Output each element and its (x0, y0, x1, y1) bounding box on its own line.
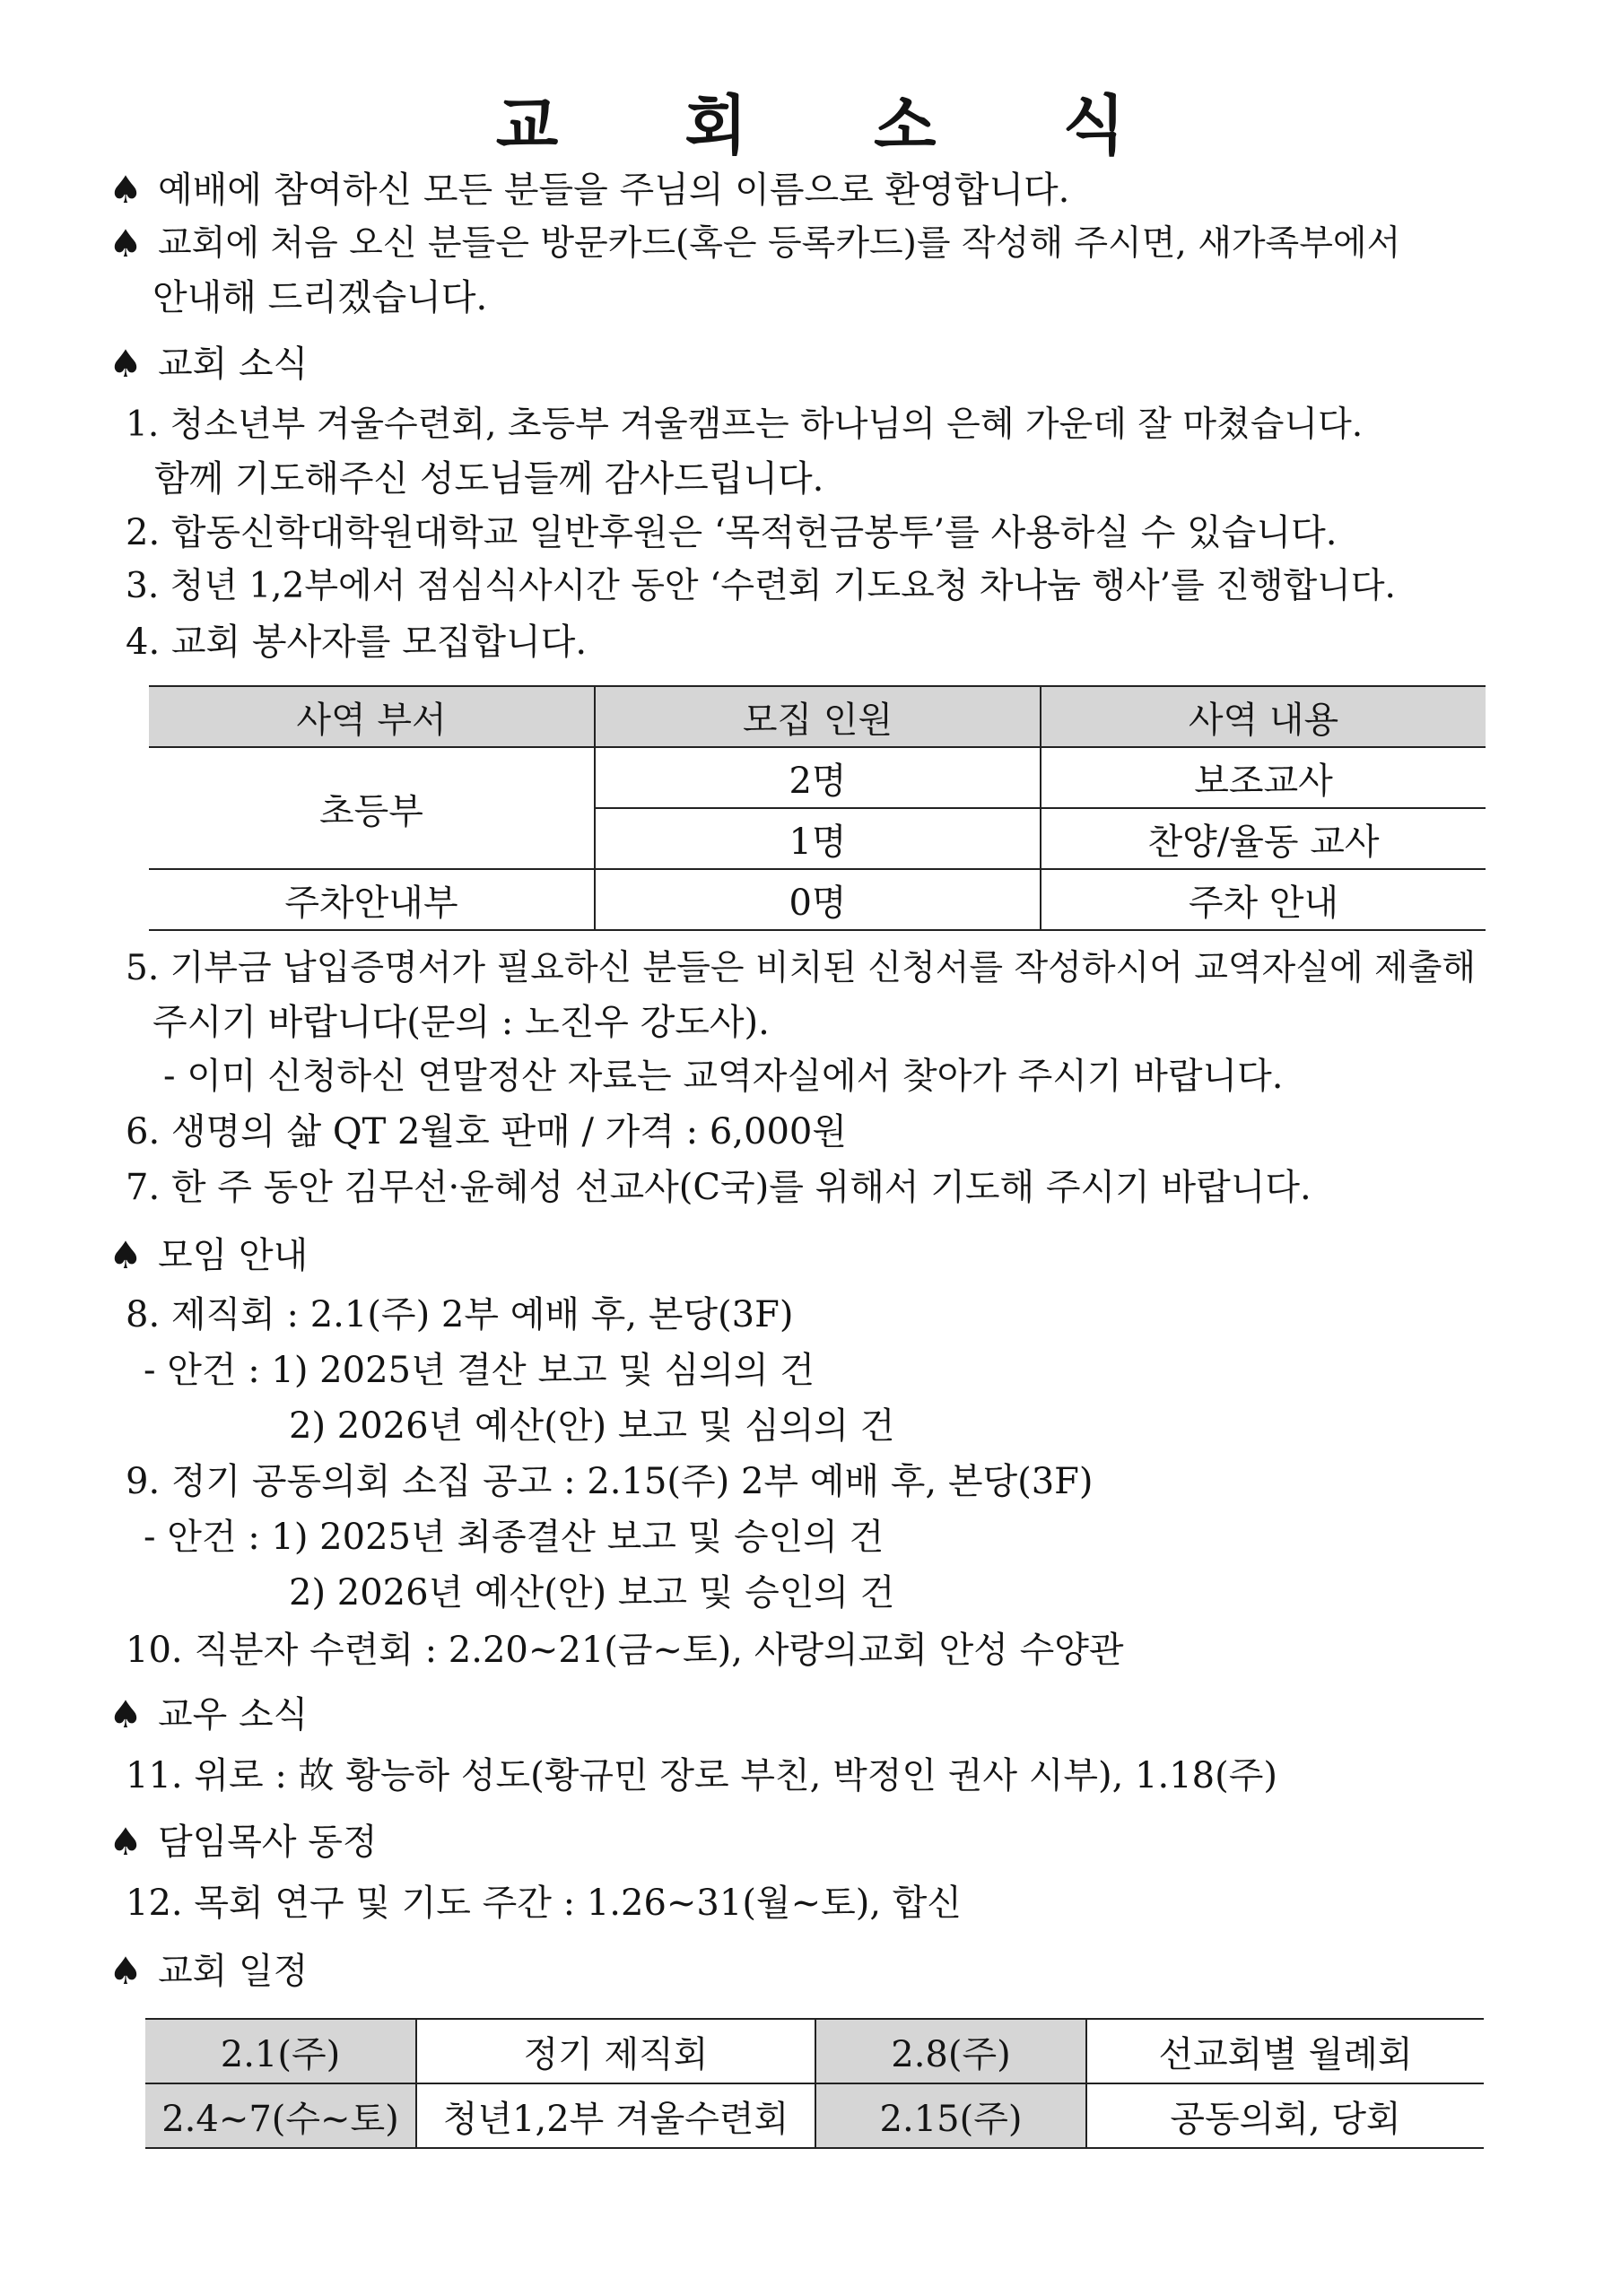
pastor-item-12: 12. 목회 연구 및 기도 주간 : 1.26~31(월~토), 합신 (126, 1883, 963, 1924)
schedule-event: 청년1,2부 겨울수련회 (416, 2083, 815, 2148)
spade-icon: ♠ (109, 1233, 143, 1277)
meeting-8-agenda-2: 2) 2026년 예산(안) 보고 및 심의의 건 (289, 1405, 895, 1447)
schedule-date: 2.1(주) (145, 2019, 416, 2083)
header-role: 사역 내용 (1041, 686, 1486, 747)
schedule-table (145, 2018, 1484, 2149)
news-item-1: 1. 청소년부 겨울수련회, 초등부 겨울캠프는 하나님의 은혜 가운데 잘 마쳤습니다. (126, 404, 1364, 445)
dept-cell: 주차안내부 (149, 869, 595, 930)
volunteer-table (149, 685, 1486, 931)
count-cell: 1명 (595, 808, 1041, 869)
member-item-11: 11. 위로 : 故 황능하 성도(황규민 장로 부친, 박정인 권사 시부), 1.18(주) (126, 1755, 1277, 1796)
spade-icon: ♠ (109, 1949, 143, 1993)
meeting-9-agenda-2: 2) 2026년 예산(안) 보고 및 승인의 건 (289, 1572, 895, 1613)
welcome-line: 예배에 참여하신 모든 분들을 주님의 이름으로 환영합니다. (158, 170, 1070, 211)
schedule-row (145, 2019, 1484, 2083)
newcomer-line: 교회에 처음 오신 분들은 방문카드(혹은 등록카드)를 작성해 주시면, 새가족부에서 (158, 223, 1401, 264)
spade-icon: ♠ (109, 342, 143, 386)
section-heading-schedule: 교회 일정 (158, 1951, 309, 1992)
news-item-6: 6. 생명의 삶 QT 2월호 판매 / 가격 : 6,000원 (126, 1111, 848, 1152)
spade-icon: ♠ (109, 168, 143, 212)
meeting-item-10: 10. 직분자 수련회 : 2.20~21(금~토), 사랑의교회 안성 수양관 (126, 1630, 1124, 1671)
spade-icon: ♠ (109, 1692, 143, 1736)
spade-icon: ♠ (109, 222, 143, 265)
schedule-date: 2.4~7(수~토) (145, 2083, 416, 2148)
news-item-5-cont: 주시기 바랍니다(문의 : 노진우 강도사). (153, 1002, 770, 1043)
meeting-8-agenda-1: - 안건 : 1) 2025년 결산 보고 및 심의의 건 (144, 1350, 815, 1391)
section-heading-church-news: 교회 소식 (158, 344, 309, 385)
header-count: 모집 인원 (595, 686, 1041, 747)
schedule-event: 선교회별 월례회 (1086, 2019, 1484, 2083)
schedule-date: 2.8(주) (815, 2019, 1086, 2083)
news-item-5: 5. 기부금 납입증명서가 필요하신 분들은 비치된 신청서를 작성하시어 교역자실에 제출해 (126, 948, 1477, 988)
table-row (149, 869, 1486, 930)
role-cell: 찬양/율동 교사 (1041, 808, 1486, 869)
meeting-9-agenda-1: - 안건 : 1) 2025년 최종결산 보고 및 승인의 건 (144, 1517, 885, 1558)
schedule-row (145, 2083, 1484, 2148)
count-cell: 2명 (595, 747, 1041, 808)
news-item-5-note: - 이미 신청하신 연말정산 자료는 교역자실에서 찾아가 주시기 바랍니다. (163, 1056, 1284, 1097)
role-cell: 보조교사 (1041, 747, 1486, 808)
count-cell: 0명 (595, 869, 1041, 930)
schedule-date: 2.15(주) (815, 2083, 1086, 2148)
spade-icon: ♠ (109, 1820, 143, 1864)
newcomer-line-cont: 안내해 드리겠습니다. (153, 277, 488, 318)
section-heading-member-news: 교우 소식 (158, 1694, 309, 1735)
table-row (149, 747, 1486, 808)
meeting-item-9: 9. 정기 공동의회 소집 공고 : 2.15(주) 2부 예배 후, 본당(3F) (126, 1461, 1094, 1502)
section-heading-meetings: 모임 안내 (158, 1235, 309, 1276)
meeting-item-8: 8. 제직회 : 2.1(주) 2부 예배 후, 본당(3F) (126, 1294, 794, 1335)
table-header-row (149, 686, 1486, 747)
news-item-3: 3. 청년 1,2부에서 점심식사시간 동안 ‘수련회 기도요청 차나눔 행사’를 진행합니다. (126, 566, 1396, 606)
dept-cell: 초등부 (149, 747, 595, 869)
schedule-event: 정기 제직회 (416, 2019, 815, 2083)
news-item-4: 4. 교회 봉사자를 모집합니다. (126, 622, 588, 663)
page-title: 교 회 소 식 (495, 88, 1178, 163)
news-item-1-cont: 함께 기도해주신 성도님들께 감사드립니다. (154, 458, 824, 500)
role-cell: 주차 안내 (1041, 869, 1486, 930)
schedule-event: 공동의회, 당회 (1086, 2083, 1484, 2148)
news-item-7: 7. 한 주 동안 김무선·윤혜성 선교사(C국)를 위해서 기도해 주시기 바랍니다. (126, 1167, 1312, 1208)
news-item-2: 2. 합동신학대학원대학교 일반후원은 ‘목적헌금봉투’를 사용하실 수 있습니다. (126, 512, 1338, 553)
section-heading-pastor: 담임목사 동정 (158, 1822, 378, 1863)
header-dept: 사역 부서 (149, 686, 595, 747)
